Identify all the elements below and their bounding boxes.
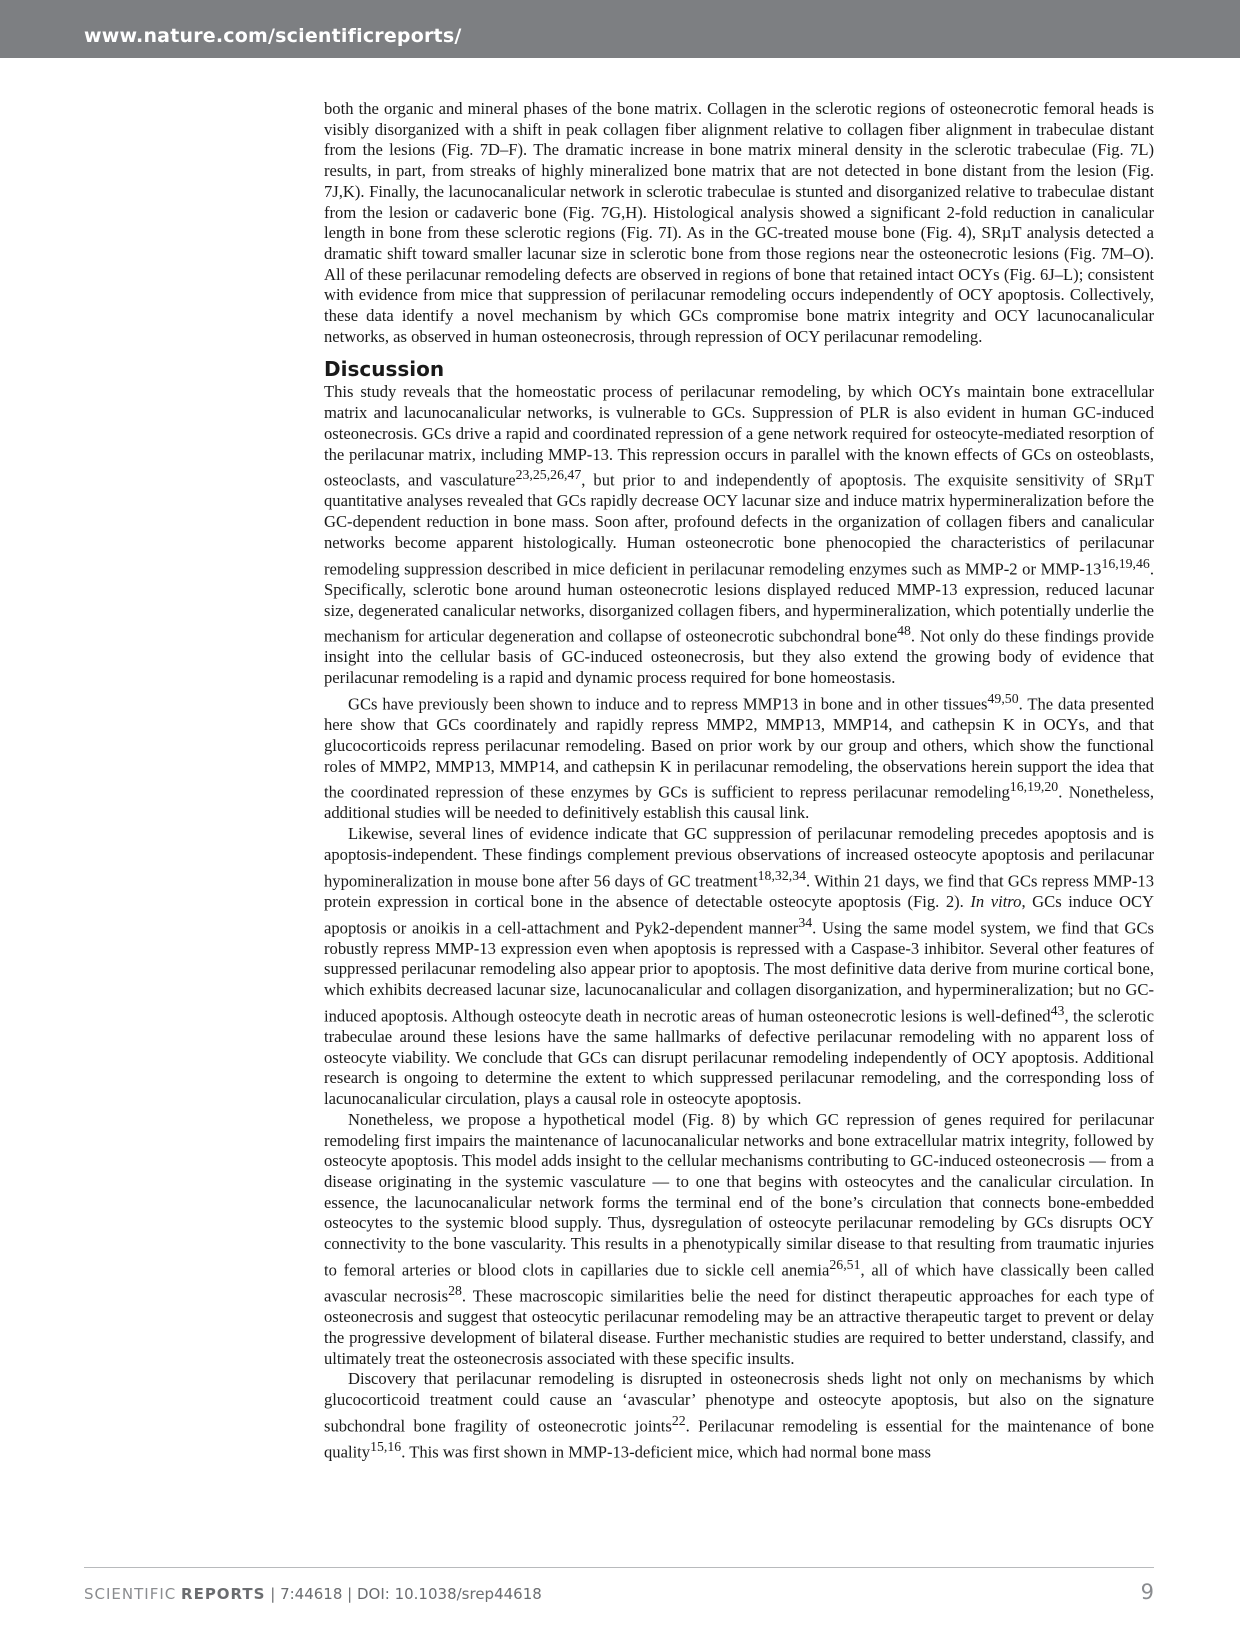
footer-citation bbox=[84, 1585, 542, 1603]
citation-ref[interactable]: 34 bbox=[798, 914, 813, 930]
section-heading-discussion: Discussion bbox=[324, 357, 445, 382]
doi-citation: | 7:44618 | DOI: 10.1038/srep44618 bbox=[265, 1585, 542, 1603]
paragraph-discussion-2 bbox=[324, 689, 1154, 824]
text-span: , all of which have classically been called avascular necrosis bbox=[324, 1260, 1154, 1306]
text-span: Discovery that perilacunar remodeling is disrupted in osteonecrosis sheds light not only on mechanisms by which glucocorticoid treatment could cause an ‘avascular’ phenotype and osteocyte apoptosis, but also on the signature subchondral bone fragility of osteonecrotic joints bbox=[324, 1369, 1154, 1436]
text-span: . Not only do these findings provide insight into the cellular basis of GC-induced osteonecrosis, but they also extend the growing body of evidence that perilacunar remodeling is a rapid and dynamic process required for bone homeostasis. bbox=[324, 626, 1154, 688]
text-span: This study reveals that the homeostatic process of perilacunar remodeling, by which OCYs maintain bone extracellular matrix and lacunocanalicular networks, is vulnerable to GCs. Suppression of PLR is also evident in human GC-induced osteonecrosis. GCs drive a rapid and coordinated repression of a gene network required for osteocyte-mediated resorption of the perilacunar matrix, including MMP-13. This repression occurs in parallel with the known effects of GCs on osteoblasts, osteoclasts, and vasculature bbox=[324, 382, 1154, 490]
citation-ref[interactable]: 28 bbox=[448, 1283, 462, 1299]
text-span: . This was first shown in MMP-13-deficient mice, which had normal bone mass bbox=[401, 1442, 931, 1462]
article-body bbox=[324, 99, 1154, 1463]
citation-ref[interactable]: 49,50 bbox=[987, 690, 1019, 706]
citation-ref[interactable]: 16,19,46 bbox=[1101, 555, 1150, 571]
citation-ref[interactable]: 18,32,34 bbox=[757, 867, 807, 883]
text-span: , GCs induce OCY apoptosis or anoikis in a cell-attachment and Pyk2-dependent manner bbox=[324, 891, 1154, 938]
text-span: , but prior to and independently of apoptosis. The exquisite sensitivity of SRµT quantitative analyses revealed that GCs rapidly decrease OCY lacunar size and induce matrix hypermineralization before the GC-dependent reduction in bone mass. Soon after, profound defects in the organization of collagen fibers and canalicular networks become apparent histologically. Human osteonecrotic bone phenocopied the characteristics of perilacunar remodeling suppression described in mice deficient in perilacunar remodeling enzymes such as MMP-2 or MMP-13 bbox=[324, 470, 1154, 579]
journal-url[interactable]: www.nature.com/scientificreports/ bbox=[84, 25, 462, 47]
text-span: , the sclerotic trabeculae around these lesions have the same hallmarks of defective perilacunar remodeling with no apparent loss of osteocyte viability. We conclude that GCs can disrupt perilacunar remodeling independently of OCY apoptosis. Additional research is ongoing to determine the extent to which suppressed perilacunar remodeling, and the corresponding loss of lacunocanalicular circulation, plays a causal role in osteocyte apoptosis. bbox=[324, 1006, 1154, 1109]
text-span: . The data presented here show that GCs coordinately and rapidly repress MMP2, MMP13, MMP14, and cathepsin K in OCYs, and that glucocorticoids repress perilacunar remodeling. Based on prior work by our group and others, which show the functional roles of MMP2, MMP13, MMP14, and cathepsin K in perilacunar remodeling, the observations herein support the idea that the coordinated repression of these enzymes by GCs is sufficient to repress perilacunar remodeling bbox=[324, 694, 1154, 802]
journal-name-light: SCIENTIFIC bbox=[84, 1585, 177, 1603]
text-span: . Specifically, sclerotic bone around human osteonecrotic lesions displayed reduced MMP-13 expression, reduced lacunar size, degenerated canalicular networks, disorganized collagen fibers, and hypermineralization, which potentially underlie the mechanism for articular degeneration and collapse of osteonecrotic subchondral bone bbox=[324, 559, 1154, 646]
citation-ref[interactable]: 22 bbox=[671, 1412, 686, 1428]
text-span: Likewise, several lines of evidence indicate that GC suppression of perilacunar remodeling precedes apoptosis and is apoptosis-independent. These findings complement previous observations of increased osteocyte apoptosis and perilacunar hypomineralization in mouse bone after 56 days of GC treatment bbox=[324, 824, 1154, 891]
paragraph-discussion-1 bbox=[324, 382, 1154, 688]
text-span: . Nonetheless, additional studies will be needed to definitively establish this causal link. bbox=[324, 782, 1155, 823]
paragraph-discussion-3 bbox=[324, 824, 1154, 1110]
citation-ref[interactable]: 43 bbox=[1050, 1002, 1065, 1018]
paragraph-results-continuation: both the organic and mineral phases of the bone matrix. Collagen in the sclerotic regions of osteonecrotic femoral heads is visibly disorganized with a shift in peak collagen fiber alignment relative to collagen fiber alignment in trabeculae distant from the lesions (Fig. 7D–F). The dramatic increase in bone matrix mineral density in the sclerotic trabeculae (Fig. 7L) results, in part, from streaks of highly mineralized bone matrix that are not detected in bone distant from the lesion (Fig. 7J,K). Finally, the lacunocanalicular network in sclerotic trabeculae is stunted and disorganized relative to trabeculae distant from the lesion or cadaveric bone (Fig. 7G,H). Histological analysis showed a significant 2-fold reduction in canalicular length in bone from these sclerotic regions (Fig. 7I). As in the GC-treated mouse bone (Fig. 4), SRµT analysis detected a dramatic shift toward smaller lacunar size in sclerotic bone from those regions near the osteonecrotic lesions (Fig. 7M–O). All of these perilacunar remodeling defects are observed in regions of bone that retained intact OCYs (Fig. 6J–L); consistent with evidence from mice that suppression of perilacunar remodeling occurs independently of OCY apoptosis. Collectively, these data identify a novel mechanism by which GCs compromise bone matrix integrity and OCY lacunocanalicular networks, as observed in human osteonecrosis, through repression of OCY perilacunar remodeling. bbox=[324, 99, 1154, 346]
citation-ref[interactable]: 16,19,20 bbox=[1009, 779, 1059, 795]
footer-divider bbox=[84, 1567, 1154, 1568]
citation-ref[interactable]: 15,16 bbox=[370, 1439, 402, 1455]
text-span: GCs have previously been shown to induce and to repress MMP13 in bone and in other tissues bbox=[348, 694, 988, 714]
italic-term: In vitro bbox=[970, 891, 1022, 911]
text-span: . Using the same model system, we find that GCs robustly repress MMP-13 expression even when apoptosis is repressed with a Caspase-3 inhibitor. Several other features of suppressed perilacunar remodeling also appear prior to apoptosis. The most definitive data derive from murine cortical bone, which exhibits decreased lacunar size, lacunocanalicular and collagen disorganization, and hypermineralization; but no GC-induced apoptosis. Although osteocyte death in necrotic areas of human osteonecrotic lesions is well-defined bbox=[324, 918, 1154, 1026]
citation-ref[interactable]: 26,51 bbox=[829, 1256, 861, 1272]
citation-ref[interactable]: 48 bbox=[897, 623, 911, 639]
text-span: . Within 21 days, we find that GCs repress MMP-13 protein expression in cortical bone in the absence of detectable osteocyte apoptosis (Fig. 2). bbox=[324, 871, 1154, 911]
text-span: Nonetheless, we propose a hypothetical model (Fig. 8) by which GC repression of genes required for perilacunar remodeling first impairs the maintenance of lacunocanalicular networks and bone extracellular matrix integrity, followed by osteocyte apoptosis. This model adds insight to the cellular mechanisms contributing to GC-induced osteonecrosis — from a disease originating in the systemic vasculature — to one that begins with osteocytes and the canalicular circulation. In essence, the lacunocanalicular network forms the terminal end of the bone’s circulation that connects bone-embedded osteocytes to the systemic blood supply. Thus, dysregulation of osteocyte perilacunar remodeling by GCs disrupts OCY connectivity to the bone vascularity. This results in a phenotypically similar disease to that resulting from traumatic injuries to femoral arteries or blood clots in capillaries due to sickle cell anemia bbox=[324, 1109, 1154, 1280]
paragraph-discussion-5 bbox=[324, 1369, 1154, 1463]
journal-name-bold: REPORTS bbox=[181, 1585, 266, 1603]
journal-header-bar bbox=[0, 0, 1240, 58]
paragraph-discussion-4 bbox=[324, 1110, 1154, 1370]
page-number: 9 bbox=[1140, 1580, 1154, 1604]
text-span: . These macroscopic similarities belie the need for distinct therapeutic approaches for each type of osteonecrosis and suggest that osteocytic perilacunar remodeling may be an attractive therapeutic target to prevent or delay the progressive development of bilateral disease. Further mechanistic studies are required to better understand, classify, and ultimately treat the osteonecrosis associated with these specific insults. bbox=[324, 1286, 1154, 1368]
text-span: . Perilacunar remodeling is essential for the maintenance of bone quality bbox=[324, 1416, 1154, 1462]
citation-ref[interactable]: 23,25,26,47 bbox=[515, 467, 582, 483]
